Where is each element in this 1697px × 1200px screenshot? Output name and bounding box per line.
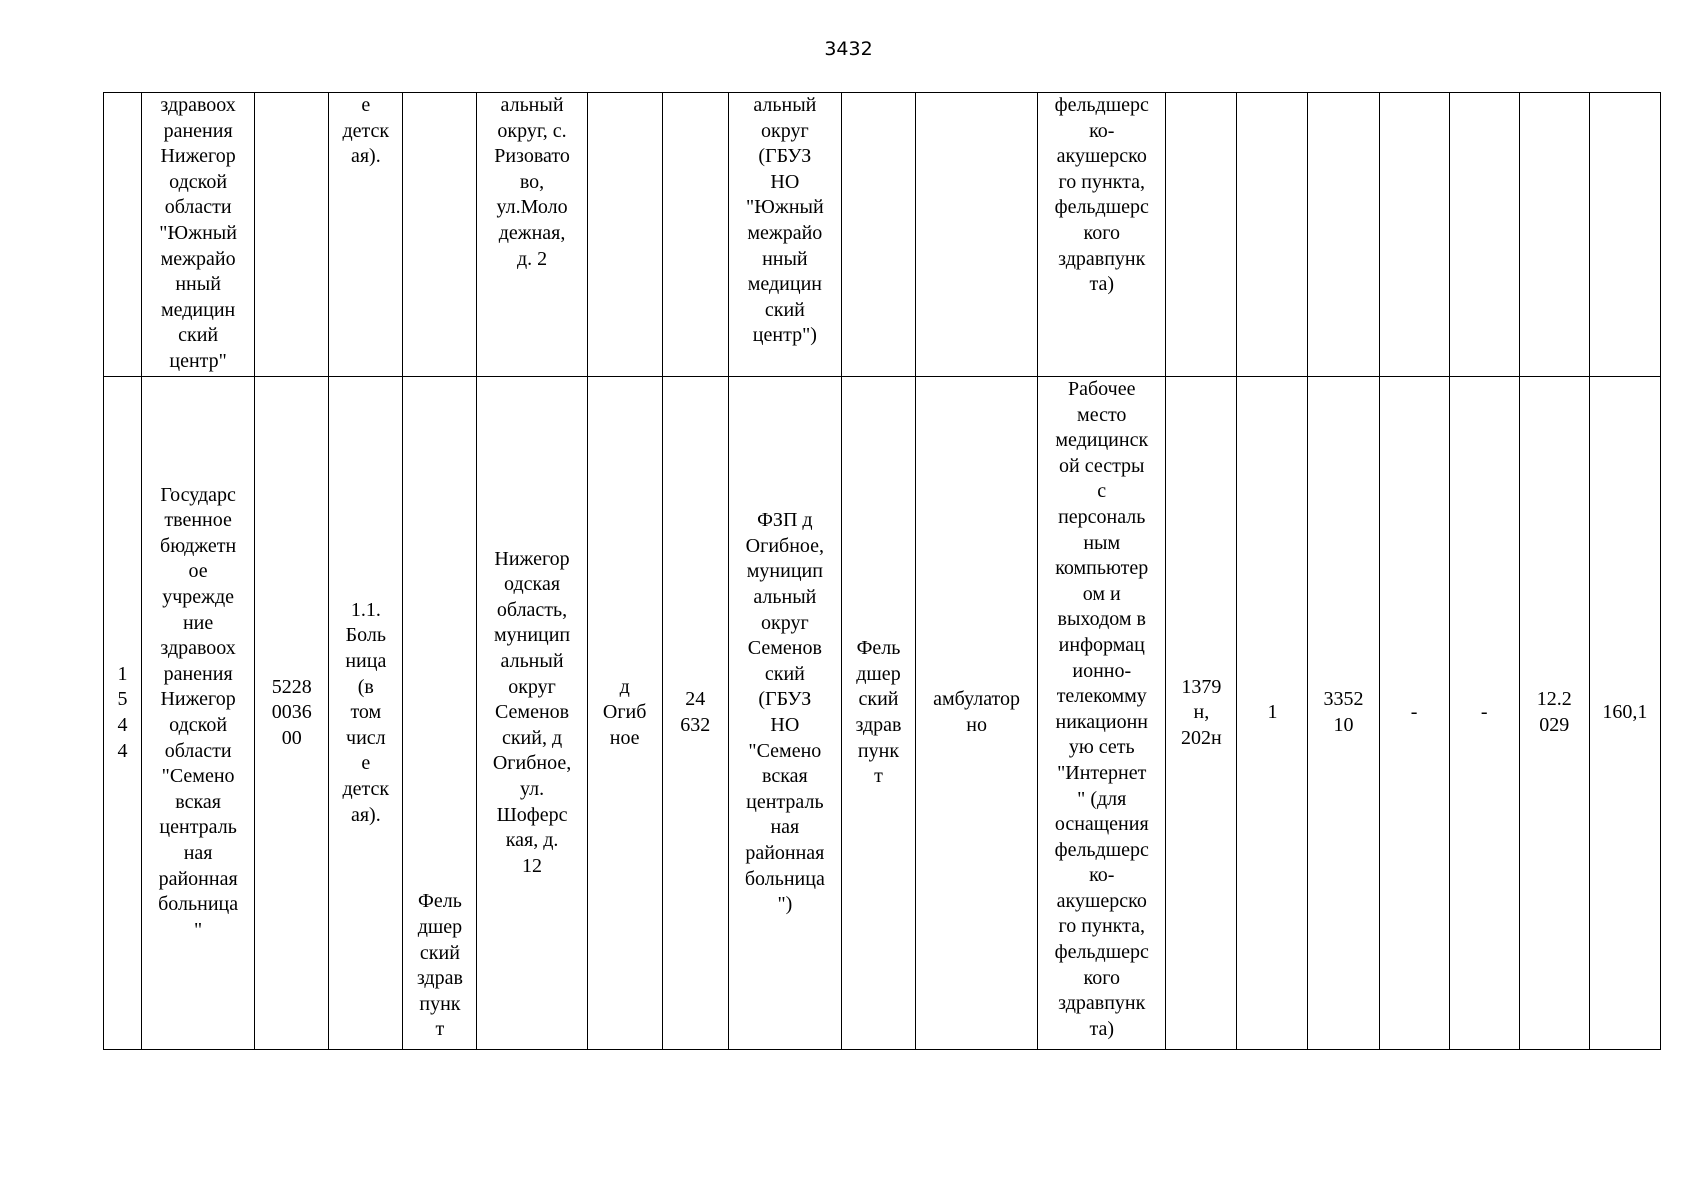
cell-quantity (1237, 93, 1308, 377)
cell-eq-description: фельдшерс ко- акушерско го пункта, фельдшерс кого здравпунк та) (1038, 93, 1166, 377)
cell-settlement: д Огиб ное (587, 377, 662, 1050)
cell-order-ref: 1379 н, 202н (1166, 377, 1237, 1050)
registry-table (103, 92, 1661, 1050)
cell-care-form: амбулатор но (916, 377, 1038, 1050)
cell-institution-name: здравоох ранения Нижегор одской области "Южный межрайо нный медицин ский центр" (142, 93, 255, 377)
cell-code: 5228 0036 00 (255, 377, 329, 1050)
cell-col-16: - (1379, 377, 1449, 1050)
cell-date: 12.2 029 (1519, 377, 1589, 1050)
cell-category: 1.1. Боль ница (в том числ е детск ая). (329, 377, 403, 1050)
cell-order-ref (1166, 93, 1237, 377)
cell-col-17 (1449, 93, 1519, 377)
cell-okpd-code (1308, 93, 1379, 377)
cell-cost: 160,1 (1589, 377, 1660, 1050)
cell-okpd-code: 3352 10 (1308, 377, 1379, 1050)
cell-unit-type (841, 93, 915, 377)
cell-unit-name: альный округ (ГБУЗ НО "Южный межрайо нный медицин ский центр") (728, 93, 841, 377)
cell-address: альный округ, с. Ризовато во, ул.Моло дежная, д. 2 (477, 93, 587, 377)
cell-row-number (104, 93, 142, 377)
cell-quantity: 1 (1237, 377, 1308, 1050)
cell-col-17: - (1449, 377, 1519, 1050)
page-number: 3432 (824, 38, 873, 60)
cell-code (255, 93, 329, 377)
cell-oktmo: 24 632 (662, 377, 728, 1050)
cell-row-number: 1 5 4 4 (104, 377, 142, 1050)
cell-eq-description: Рабочее место медицинск ой сестры с персональ ным компьютер ом и выходом в информац ионно- телекомму никационн ую сеть "Интернет " (для оснащения фельдшерс ко- акушерско го пункта, фельдшерс кого здравпунк та) (1038, 377, 1166, 1050)
cell-unit-type: Фель дшер ский здрав пунк т (841, 377, 915, 1050)
cell-care-form (916, 93, 1038, 377)
cell-col-16 (1379, 93, 1449, 377)
cell-institution-name: Государс твенное бюджетн ое учрежде ние здравоох ранения Нижегор одской области "Семено вская централь ная районная больница " (142, 377, 255, 1050)
table-row-1544 (104, 377, 1661, 1050)
cell-facility-type (403, 93, 477, 377)
cell-settlement (587, 93, 662, 377)
cell-unit-name: ФЗП д Огибное, муницип альный округ Семенов ский (ГБУЗ НО "Семено вская централь ная районная больница ") (728, 377, 841, 1050)
table-row-continued (104, 93, 1661, 377)
cell-cost (1589, 93, 1660, 377)
cell-date (1519, 93, 1589, 377)
cell-facility-type: Фель дшер ский здрав пунк т (403, 377, 477, 1050)
cell-category: е детск ая). (329, 93, 403, 377)
cell-oktmo (662, 93, 728, 377)
cell-address: Нижегор одская область, муницип альный округ Семенов ский, д Огибное, ул. Шоферс кая, д. 12 (477, 377, 587, 1050)
